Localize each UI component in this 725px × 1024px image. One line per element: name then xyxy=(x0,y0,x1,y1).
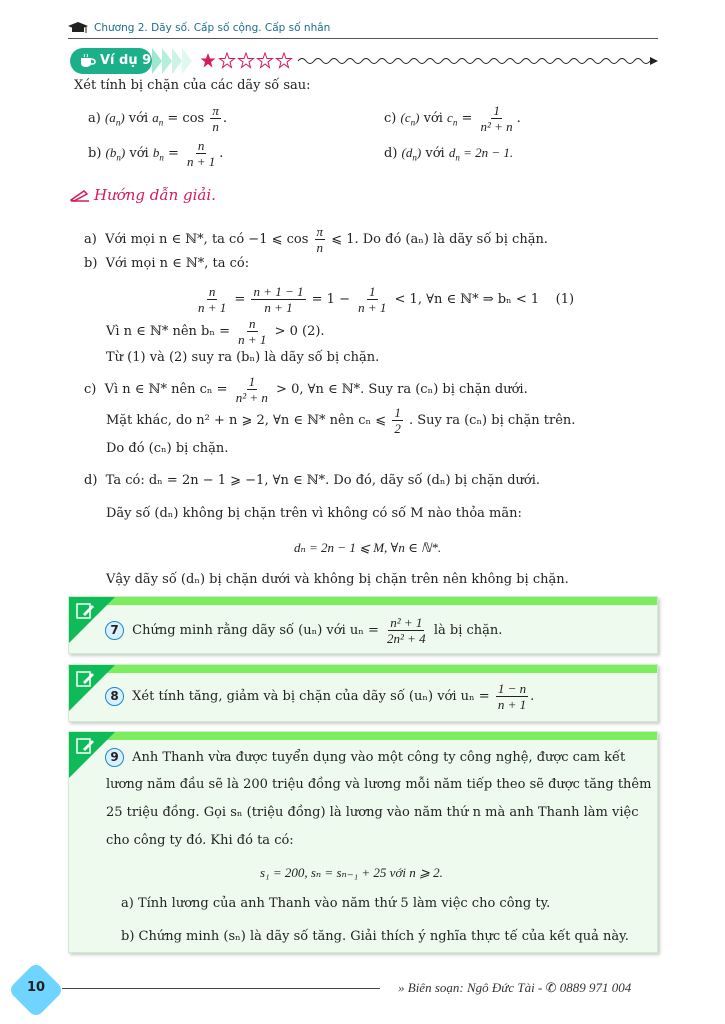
chevron-decoration xyxy=(152,48,162,74)
chapter-title: Chương 2. Dãy số. Cấp số cộng. Cấp số nhân xyxy=(94,22,331,34)
star-empty-icon xyxy=(258,53,273,68)
exercise-number: 8 xyxy=(105,687,124,706)
exercise-box-7 xyxy=(68,596,658,654)
example-tag xyxy=(70,48,152,74)
solution-c-line3: Do đó (cₙ) bị chặn. xyxy=(106,441,229,456)
phone-icon: ✆ xyxy=(545,980,557,995)
solution-d-line4: Vậy dãy số (dₙ) bị chặn dưới và không bị chặn trên nên không bị chặn. xyxy=(106,572,569,587)
star-empty-icon xyxy=(277,53,292,68)
item-label: a) xyxy=(88,111,101,126)
star-filled-icon xyxy=(201,53,216,68)
solution-b-line2: Vì n ∈ ℕ* nên bₙ = $\frac{n}{n + 1}$ > 0 (2). xyxy=(106,316,325,347)
solution-b-intro: b) Với mọi n ∈ ℕ*, ta có: xyxy=(84,256,250,271)
item-label: c) xyxy=(384,111,397,126)
exercise-box-9 xyxy=(68,731,658,953)
exercise-8-text: 8 Xét tính tăng, giảm và bị chặn của dãy số (uₙ) với uₙ = $\frac{1 - n}{n + 1}$ . xyxy=(105,681,534,712)
chapter-header xyxy=(68,20,658,39)
chevron-decoration xyxy=(182,48,192,74)
exercise-9-line1: 9 Anh Thanh vừa được tuyển dụng vào một công ty công nghệ, được cam kết xyxy=(105,748,625,767)
footer-author: » Biên soạn: Ngô Đức Tài - ✆ 0889 971 004 xyxy=(398,980,632,995)
exercise-number: 9 xyxy=(105,748,124,767)
problem-item-d: d) $(d_n)$ với $d_n = 2n - 1$. xyxy=(384,145,514,163)
chevron-decoration xyxy=(162,48,172,74)
item-label: d) xyxy=(384,146,398,161)
solution-b-line3: Từ (1) và (2) suy ra (bₙ) là dãy số bị chặn. xyxy=(106,350,380,365)
exercise-9-formula: s₁ = 200, sₙ = sₙ₋₁ + 25 với n ⩾ 2. xyxy=(260,865,443,880)
solution-d-line3: dₙ = 2n − 1 ⩽ M, ∀n ∈ ℕ*. xyxy=(294,540,442,555)
footer-divider xyxy=(62,988,380,989)
edit-pencil-icon xyxy=(75,669,95,689)
solution-c-line1: c) Vì n ∈ ℕ* nên cₙ = $\frac{1}{\text{n² + n}}$ > 0, ∀n ∈ ℕ*. Suy ra (cₙ) bị chặn dưới. xyxy=(84,374,528,405)
graduation-cap-icon xyxy=(68,21,88,35)
exercise-9-line2: lương năm đầu sẽ là 200 triệu đồng và lương mỗi năm tiếp theo sẽ được tăng thêm xyxy=(106,777,652,792)
exercise-9-line4: cho công ty đó. Khi đó ta có: xyxy=(106,833,294,848)
problem-item-c: c) $(c_n)$ với $c_n$ = $\frac{1}{\text{n² + n}}$ . xyxy=(384,103,521,134)
rating-stars xyxy=(200,52,660,70)
problem-intro: Xét tính bị chặn của các dãy số sau: xyxy=(74,78,311,93)
solution-b-equation: $\frac{n}{n + 1}$ = $\frac{n + 1 - 1}{n + 1}$ = 1 − $\frac{1}{n + 1}$ < 1, ∀n ∈ ℕ* ⇒ bₙ < 1 (1) xyxy=(198,284,575,315)
problem-item-b: b) $(b_n)$ với $b_n$ = $\frac{n}{n + 1}$ . xyxy=(88,138,224,169)
fraction: $\frac{n}{n + 1}$ xyxy=(187,138,216,169)
exercise-box-8 xyxy=(68,664,658,722)
exercise-9-part-b: b) Chứng minh (sₙ) là dãy số tăng. Giải thích ý nghĩa thực tế của kết quả này. xyxy=(121,929,629,944)
coffee-cup-icon xyxy=(80,54,96,68)
star-empty-icon xyxy=(220,53,235,68)
exercise-9-line3: 25 triệu đồng. Gọi sₙ (triệu đồng) là lương vào năm thứ n mà anh Thanh làm việc xyxy=(106,805,639,820)
example-label: Ví dụ 9 xyxy=(100,53,152,68)
pencil-hand-icon xyxy=(70,188,90,202)
solution-title: Hướng dẫn giải. xyxy=(94,186,216,204)
edit-pencil-icon xyxy=(75,601,95,621)
chevron-decoration xyxy=(172,48,182,74)
exercise-number: 7 xyxy=(105,621,124,640)
problem-item-a: a) $(a_n)$ với $a_n = \cos$ $\frac{\pi}{n}$ . xyxy=(88,103,227,134)
fraction: $\frac{\pi}{n}$ xyxy=(212,103,219,134)
edit-pencil-icon xyxy=(75,736,95,756)
solution-c-line2: Mặt khác, do n² + n ⩾ 2, ∀n ∈ ℕ* nên cₙ ⩽ $\frac{1}{2}$ . Suy ra (cₙ) bị chặn trên. xyxy=(106,405,576,436)
exercise-9-part-a: a) Tính lương của anh Thanh vào năm thứ 5 làm việc cho công ty. xyxy=(121,896,551,911)
solution-d-line2: Dãy số (dₙ) không bị chặn trên vì không có số M nào thỏa mãn: xyxy=(106,506,522,521)
page-number: 10 xyxy=(26,980,46,995)
item-label: b) xyxy=(88,146,102,161)
fraction: $\frac{1}{\text{n² + n}}$ xyxy=(480,103,513,134)
exercise-7-text: 7 Chứng minh rằng dãy số (uₙ) với uₙ = $\frac{\text{n² + 1}}{\text{2n² + 4}}$ là bị chặn. xyxy=(105,615,502,646)
solution-d-line1: d) Ta có: dₙ = 2n − 1 ⩾ −1, ∀n ∈ ℕ*. Do đó, dãy số (dₙ) bị chặn dưới. xyxy=(84,473,541,488)
star-empty-icon xyxy=(239,53,254,68)
solution-a: a) Với mọi n ∈ ℕ*, ta có −1 ⩽ cos $\frac{\pi}{n}$ ⩽ 1. Do đó (aₙ) là dãy số bị chặn. xyxy=(84,224,548,255)
